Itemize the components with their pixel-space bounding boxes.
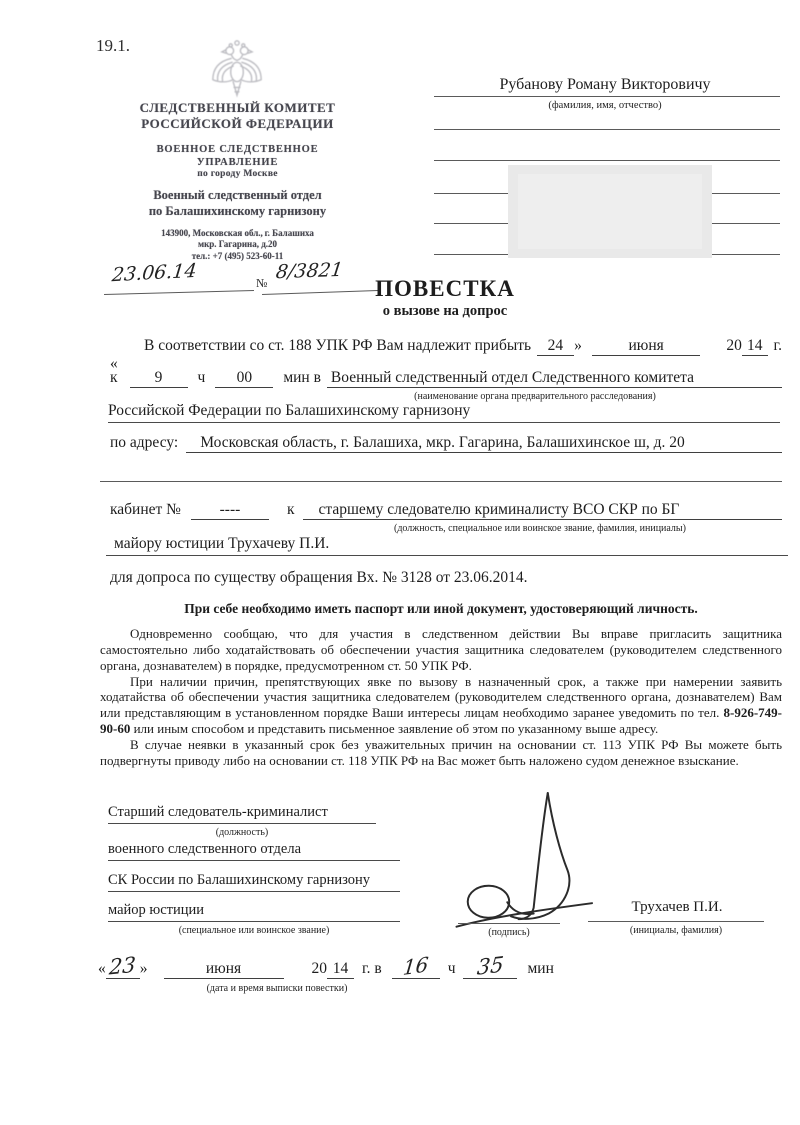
summons-month-field: июня: [592, 337, 700, 356]
issue-minute-handwritten: 35: [476, 952, 505, 980]
signature-line: [458, 923, 560, 924]
letterhead-department: [110, 188, 365, 219]
summons-day-field: 24: [537, 337, 574, 356]
blank-ruled-line: [100, 481, 782, 482]
to-label: к: [286, 501, 295, 518]
signer-position-line3: СК России по Балашихинскому гарнизону: [108, 872, 400, 892]
issue-day-field: [106, 954, 140, 979]
year-unit: г.: [773, 337, 782, 354]
addressee-blank-line-2: [434, 160, 780, 161]
letterhead-committee: [110, 100, 365, 133]
signature-caption: (подпись): [488, 927, 530, 938]
official-field: старшему следователю криминалисту ВСО СКР по БГ: [303, 501, 783, 520]
addressee-blank-line-3-right: [712, 193, 780, 194]
notice-bold-line: При себе необходимо иметь паспорт или иной документ, удостоверяющий личность.: [184, 601, 698, 616]
organ-name-field: Военный следственный отдел Следственного комитета: [327, 369, 782, 388]
signer-position-line2: военного следственного отдела: [108, 841, 400, 861]
issue-date-caption: (дата и время выписки повестки): [206, 983, 348, 994]
letterhead-committee-line1: СЛЕДСТВЕННЫЙ КОМИТЕТ: [139, 100, 336, 115]
signer-position-caption: (должность): [215, 827, 269, 838]
addressee-blank-line-5-right: [712, 254, 780, 255]
addressee-name: Рубанову Роману Викторовичу: [499, 76, 711, 93]
summons-hour-field: 9: [130, 369, 188, 388]
issue-year-field: 14: [327, 960, 354, 979]
addressee-blank-line-4-right: [712, 223, 780, 224]
issue-date-row: [98, 951, 554, 981]
letterhead-department-line2: по Балашихинскому гарнизону: [148, 203, 327, 218]
letterhead-directorate-line3: по городу Москве: [197, 169, 278, 180]
organ-name-line2: Российской Федерации по Балашихинскому гарнизону: [108, 402, 780, 423]
addressee-name-caption: (фамилия, имя, отчество): [548, 100, 662, 111]
addressee-blank-line-3-left: [434, 193, 510, 194]
reference-number-sign: №: [256, 276, 268, 290]
issue-hour-handwritten: 16: [401, 951, 430, 981]
issue-year-unit: г. в: [362, 960, 382, 977]
signer-position-line1: Старший следователь-криминалист: [108, 804, 376, 824]
paragraph-defender-right: Одновременно сообщаю, что для участия в следственном действии Вы вправе пригласить защитника самостоятельно либо ходатайствовать об обеспечении участия защитника следователем (руководителем следственного органа, дознавателем) в порядке, предусмотренном ст. 50 УПК РФ.: [100, 626, 782, 673]
issue-year-prefix: 20: [311, 960, 327, 977]
addressee-name-line: [434, 96, 780, 97]
paragraph-sanctions: В случае неявки в указанный срок без уважительных причин на основании ст. 113 УПК РФ Вы можете быть подвергнуты приводу либо на основании ст. 118 УПК РФ на Вас может быть наложено судом денежное взыскание.: [100, 737, 782, 768]
letterhead-committee-line2: РОССИЙСКОЙ ФЕДЕРАЦИИ: [141, 116, 334, 132]
reference-number-handwritten: 8/3821: [274, 258, 345, 284]
letterhead-directorate: [110, 143, 365, 181]
address-value-field: Московская область, г. Балашиха, мкр. Гагарина, Балашихинское ш, д. 20: [186, 434, 782, 453]
body-paragraphs: [100, 626, 782, 769]
issue-day-handwritten: 23: [108, 952, 137, 980]
redaction-box: [508, 165, 712, 258]
summons-minute-field: 00: [215, 369, 273, 388]
paragraph-notify: [100, 674, 782, 737]
intro-quote-close: »: [574, 337, 582, 354]
summons-address-row: [110, 434, 782, 453]
organ-name-caption: (наименование органа предварительного расследования): [414, 391, 656, 402]
letterhead-address: [110, 228, 365, 262]
purpose-line: для допроса по существу обращения Вх. № 3128 от 23.06.2014.: [110, 569, 528, 586]
issue-hour-unit: ч: [447, 960, 456, 977]
issue-quote-open: «: [98, 960, 106, 977]
signer-name: Трухачев П.И.: [631, 899, 723, 915]
minute-unit: мин в: [283, 369, 321, 386]
official-line2: майору юстиции Трухачеву П.И.: [106, 535, 788, 556]
contact-phone: 8-926-749-90-60: [100, 705, 782, 737]
letterhead-directorate-line2: УПРАВЛЕНИЕ: [196, 157, 279, 169]
addressee-blank-line-4-left: [434, 223, 510, 224]
signer-rank-line: майор юстиции: [108, 902, 400, 922]
coat-of-arms-icon: [208, 36, 266, 106]
official-caption: (должность, специальное или воинское звание, фамилия, инициалы): [394, 523, 686, 534]
issue-minute-unit: мин: [527, 960, 554, 977]
issue-hour-field: [392, 951, 440, 981]
hour-unit: ч: [197, 369, 206, 386]
reference-date-handwritten: 23.06.14: [110, 259, 198, 287]
document-subtitle: о вызове на допрос: [382, 303, 508, 319]
summons-time-row: [110, 369, 782, 388]
letterhead-directorate-line1: ВОЕННОЕ СЛЕДСТВЕННОЕ: [156, 144, 319, 155]
letterhead-address-line3: тел.: +7 (495) 523-60-11: [191, 250, 284, 261]
addressee-blank-line-1: [434, 129, 780, 130]
year-prefix: 20: [726, 337, 742, 354]
to-prefix: к: [110, 369, 118, 386]
letterhead-address-line1: 143900, Московская обл., г. Балашиха: [161, 228, 314, 238]
letterhead-address-line2: мкр. Гагарина, д.20: [197, 239, 278, 250]
handwritten-signature-icon: [452, 778, 604, 938]
signer-rank-caption: (специальное или воинское звание): [178, 925, 330, 936]
addressee-blank-line-5-left: [434, 254, 510, 255]
cabinet-label: кабинет №: [110, 501, 181, 518]
paragraph-notify-text: При наличии причин, препятствующих явке по вызову в назначенный срок, а также при намерении заявить ходатайства об обеспечении участия защитника следователем (руководителем следственного органа, дознавателем) Вам или представляющим в установленном порядке Ваши интересы лицам необходимо заранее уведомить по тел.: [100, 673, 782, 721]
issue-month-field: июня: [164, 960, 284, 979]
summons-year-field: 14: [742, 337, 768, 356]
letterhead-department-line1: Военный следственный отдел: [153, 188, 322, 202]
issue-quote-close: »: [139, 960, 148, 977]
redaction-box-inner: [518, 174, 702, 249]
signer-name-line: [588, 921, 764, 922]
intro-text: В соответствии со ст. 188 УПК РФ Вам надлежит прибыть «: [110, 337, 532, 372]
corner-note: 19.1.: [96, 36, 130, 55]
issue-minute-field: [463, 954, 517, 979]
summons-intro-row: [110, 337, 782, 373]
signer-name-caption: (инициалы, фамилия): [629, 925, 723, 936]
cabinet-row: [110, 501, 782, 520]
address-label: по адресу:: [110, 434, 179, 451]
paragraph-notify-tail: или иным способом и представить письменное заявление об этом по указанному выше адресу.: [130, 721, 659, 737]
document-title: ПОВЕСТКА: [375, 276, 515, 301]
cabinet-number-field: ----: [191, 501, 269, 520]
